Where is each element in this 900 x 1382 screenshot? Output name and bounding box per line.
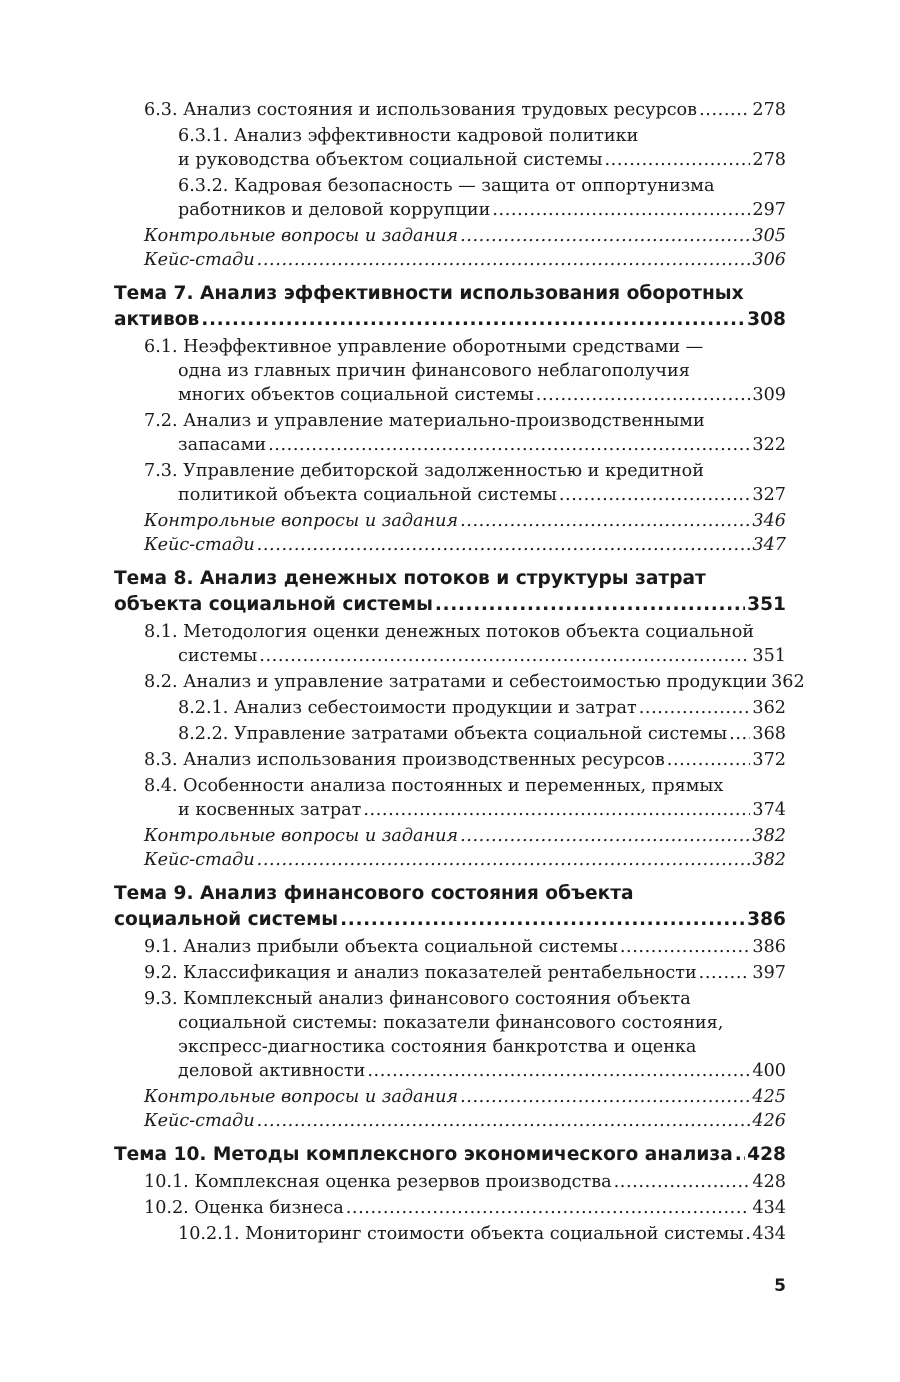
toc-page-number: 297	[752, 200, 786, 220]
toc-topic-heading[interactable]	[114, 281, 786, 333]
dot-leader	[346, 1196, 751, 1220]
toc-entry-line	[178, 124, 786, 148]
toc-entry-title: и косвенных затрат	[178, 800, 362, 820]
dot-leader	[460, 1085, 750, 1109]
toc-entry[interactable]	[114, 98, 786, 122]
toc-entry-line	[178, 174, 786, 198]
toc-entry-title: Кейс-стади	[144, 250, 255, 270]
toc-entry-line	[144, 987, 786, 1011]
toc-entry-line	[144, 644, 786, 668]
toc-page-number: 278	[752, 150, 786, 170]
toc-entry-line	[144, 98, 786, 122]
toc-entry-line	[178, 722, 786, 746]
dot-leader	[367, 1059, 750, 1083]
toc-entry-title: многих объектов социальной системы	[178, 385, 534, 405]
toc-entry-title: 10.2. Оценка бизнеса	[144, 1198, 344, 1218]
toc-entry-line	[144, 409, 786, 433]
toc-entry-title: социальной системы: показатели финансового состояния,	[178, 1013, 724, 1033]
toc-page-number: 426	[752, 1111, 786, 1131]
toc-entry-line	[178, 198, 786, 222]
toc-entry-line	[144, 248, 786, 272]
toc-entry-title: запасами	[178, 435, 267, 455]
toc-entry-line	[144, 1109, 786, 1133]
toc-entry-title: 8.2.1. Анализ себестоимости продукции и затрат	[178, 698, 637, 718]
toc-entry-title: 9.2. Классификация и анализ показателей рентабельности	[144, 963, 697, 983]
toc-entry-line	[144, 1011, 786, 1035]
toc-entry-line	[144, 774, 786, 798]
toc-entry-line	[144, 509, 786, 533]
toc-entry[interactable]	[114, 1109, 786, 1133]
toc-entry[interactable]	[114, 722, 786, 746]
dot-leader	[257, 848, 751, 872]
toc-entry[interactable]	[114, 224, 786, 248]
toc-topic-heading[interactable]	[114, 881, 786, 933]
toc-entry-line	[178, 696, 786, 720]
dot-leader	[460, 509, 750, 533]
toc-page-number: 362	[771, 672, 805, 692]
toc-entry-line	[144, 798, 786, 822]
toc-page-number: 386	[747, 909, 786, 930]
toc-entry-line	[144, 620, 786, 644]
toc-page-number: 305	[752, 226, 786, 246]
toc-entry-line	[144, 1196, 786, 1220]
toc-page-number: 434	[752, 1198, 786, 1218]
toc-page-number: 308	[747, 309, 786, 330]
toc-entry[interactable]	[114, 335, 786, 407]
toc-page-number: 322	[752, 435, 786, 455]
toc-entry-title: экспресс-диагностика состояния банкротства и оценка	[178, 1037, 697, 1057]
toc-entry-title: Контрольные вопросы и задания	[144, 511, 459, 531]
dot-leader	[363, 798, 750, 822]
toc-entry[interactable]	[114, 748, 786, 772]
toc-entry-title: 6.3.2. Кадровая безопасность — защита от оппортунизма	[178, 176, 715, 196]
toc-entry-title: Кейс-стади	[144, 535, 255, 555]
toc-page-number: 346	[752, 511, 786, 531]
page-number: 5	[774, 1276, 786, 1296]
toc-entry-line	[114, 566, 786, 592]
toc-entry-title: 10.1. Комплексная оценка резервов производства	[144, 1172, 612, 1192]
toc-entry-line	[144, 224, 786, 248]
toc-entry-line	[144, 1170, 786, 1194]
toc-entry-title: 10.2.1. Мониторинг стоимости объекта социальной системы	[178, 1224, 744, 1244]
toc-entry-title: 8.2.2. Управление затратами объекта социальной системы	[178, 724, 728, 744]
toc-entry[interactable]	[114, 459, 786, 507]
toc-entry-line	[144, 961, 786, 985]
dot-leader	[614, 1170, 751, 1194]
toc-entry-title: 8.1. Методология оценки денежных потоков объекта социальной	[144, 622, 755, 642]
toc-entry-title: Контрольные вопросы и задания	[144, 226, 459, 246]
toc-entry-line	[144, 935, 786, 959]
toc-topic-heading[interactable]	[114, 1142, 786, 1168]
toc-entry-title: Кейс-стади	[144, 850, 255, 870]
toc-entry-line	[144, 1085, 786, 1109]
dot-leader	[460, 824, 750, 848]
toc-entry-title: 6.3. Анализ состояния и использования трудовых ресурсов	[144, 100, 698, 120]
toc-entry[interactable]	[114, 124, 786, 172]
table-of-contents	[114, 98, 805, 1246]
toc-entry-title: Контрольные вопросы и задания	[144, 1087, 459, 1107]
toc-entry[interactable]	[114, 509, 786, 533]
dot-leader	[699, 98, 750, 122]
dot-leader	[536, 383, 751, 407]
dot-leader	[735, 1142, 745, 1168]
toc-entry-title: 9.1. Анализ прибыли объекта социальной системы	[144, 937, 618, 957]
dot-leader	[257, 1109, 751, 1133]
toc-entry-title: 8.3. Анализ использования производственных ресурсов	[144, 750, 665, 770]
toc-entry[interactable]	[114, 174, 786, 222]
toc-entry-line	[114, 881, 786, 907]
dot-leader	[257, 248, 751, 272]
toc-entry[interactable]	[114, 670, 805, 694]
toc-entry[interactable]	[114, 824, 786, 848]
toc-page-number: 351	[747, 594, 786, 615]
toc-entry-title: одна из главных причин финансового неблагополучия	[178, 361, 690, 381]
toc-page-number: 306	[752, 250, 786, 270]
toc-entry-line	[144, 748, 786, 772]
toc-page-number: 372	[752, 750, 786, 770]
toc-page-number: 428	[747, 1144, 786, 1165]
toc-entry-line	[114, 907, 786, 933]
toc-entry-title: активов	[114, 309, 200, 330]
toc-entry-title: Тема 9. Анализ финансового состояния объекта	[114, 883, 634, 904]
toc-page-number: 425	[752, 1087, 786, 1107]
toc-entry-title: Тема 8. Анализ денежных потоков и структуры затрат	[114, 568, 706, 589]
toc-entry-line	[144, 383, 786, 407]
toc-entry[interactable]	[114, 409, 786, 457]
toc-entry-line	[114, 1142, 786, 1168]
toc-entry-title: объекта социальной системы	[114, 594, 433, 615]
toc-page-number: 347	[752, 535, 786, 555]
toc-entry-line	[144, 335, 786, 359]
toc-entry-title: социальной системы	[114, 909, 339, 930]
dot-leader	[340, 907, 745, 933]
dot-leader	[201, 307, 745, 333]
toc-entry-title: 6.1. Неэффективное управление оборотными средствами —	[144, 337, 704, 357]
toc-entry-line	[144, 1059, 786, 1083]
toc-entry-line	[144, 848, 786, 872]
toc-entry-title: 8.2. Анализ и управление затратами и себестоимостью продукции	[144, 672, 768, 692]
toc-entry-title: деловой активности	[178, 1061, 366, 1081]
dot-leader	[639, 696, 751, 720]
toc-entry-title: Тема 7. Анализ эффективности использования оборотных	[114, 283, 744, 304]
dot-leader	[460, 224, 750, 248]
toc-entry-line	[114, 307, 786, 333]
dot-leader	[729, 722, 750, 746]
toc-page-number: 434	[752, 1224, 786, 1244]
toc-entry-title: Кейс-стади	[144, 1111, 255, 1131]
toc-entry[interactable]	[114, 774, 786, 822]
toc-page-number: 382	[752, 850, 786, 870]
toc-entry-line	[144, 483, 786, 507]
toc-entry-title: системы	[178, 646, 258, 666]
dot-leader	[559, 483, 751, 507]
toc-entry-line	[144, 1035, 786, 1059]
toc-page-number: 400	[752, 1061, 786, 1081]
toc-entry-title: 9.3. Комплексный анализ финансового состояния объекта	[144, 989, 691, 1009]
toc-page-number: 368	[752, 724, 786, 744]
dot-leader	[268, 433, 750, 457]
toc-page-number: 386	[752, 937, 786, 957]
toc-entry-line	[144, 670, 805, 694]
toc-page-number: 397	[752, 963, 786, 983]
dot-leader	[604, 148, 750, 172]
dot-leader	[257, 533, 751, 557]
toc-entry[interactable]	[114, 1170, 786, 1194]
toc-entry-title: и руководства объектом социальной системы	[178, 150, 603, 170]
toc-entry-line	[144, 433, 786, 457]
toc-entry-line	[144, 459, 786, 483]
toc-page-number: 428	[752, 1172, 786, 1192]
toc-entry[interactable]	[114, 987, 786, 1083]
toc-entry[interactable]	[114, 248, 786, 272]
toc-entry-title: 7.2. Анализ и управление материально-производственными	[144, 411, 705, 431]
toc-entry-title: работников и деловой коррупции	[178, 200, 491, 220]
toc-entry-title: 7.3. Управление дебиторской задолженностью и кредитной	[144, 461, 704, 481]
dot-leader	[259, 644, 750, 668]
toc-entry-title: политикой объекта социальной системы	[178, 485, 557, 505]
toc-page-number: 309	[752, 385, 786, 405]
toc-entry[interactable]	[114, 1196, 786, 1220]
toc-entry-line	[144, 824, 786, 848]
toc-entry-line	[144, 359, 786, 383]
toc-entry-line	[144, 533, 786, 557]
toc-page-number: 278	[752, 100, 786, 120]
dot-leader	[435, 592, 745, 618]
toc-page-number: 382	[752, 826, 786, 846]
toc-page-number: 327	[752, 485, 786, 505]
dot-leader	[492, 198, 750, 222]
dot-leader	[745, 1222, 750, 1246]
dot-leader	[667, 748, 751, 772]
dot-leader	[699, 961, 751, 985]
toc-entry-title: Контрольные вопросы и задания	[144, 826, 459, 846]
toc-entry[interactable]	[114, 848, 786, 872]
toc-topic-heading[interactable]	[114, 566, 786, 618]
toc-entry-title: 8.4. Особенности анализа постоянных и переменных, прямых	[144, 776, 724, 796]
toc-entry-title: 6.3.1. Анализ эффективности кадровой политики	[178, 126, 639, 146]
dot-leader	[620, 935, 751, 959]
toc-page-number: 362	[752, 698, 786, 718]
toc-entry[interactable]	[114, 961, 786, 985]
toc-entry[interactable]	[114, 1222, 786, 1246]
toc-entry-title: Тема 10. Методы комплексного экономического анализа	[114, 1144, 733, 1165]
toc-page-number: 351	[752, 646, 786, 666]
toc-entry[interactable]	[114, 1085, 786, 1109]
toc-entry[interactable]	[114, 935, 786, 959]
toc-entry[interactable]	[114, 533, 786, 557]
toc-page-number: 374	[752, 800, 786, 820]
toc-entry-line	[178, 1222, 786, 1246]
toc-entry-line	[114, 281, 786, 307]
toc-entry[interactable]	[114, 696, 786, 720]
toc-entry[interactable]	[114, 620, 786, 668]
toc-entry-line	[178, 148, 786, 172]
toc-entry-line	[114, 592, 786, 618]
